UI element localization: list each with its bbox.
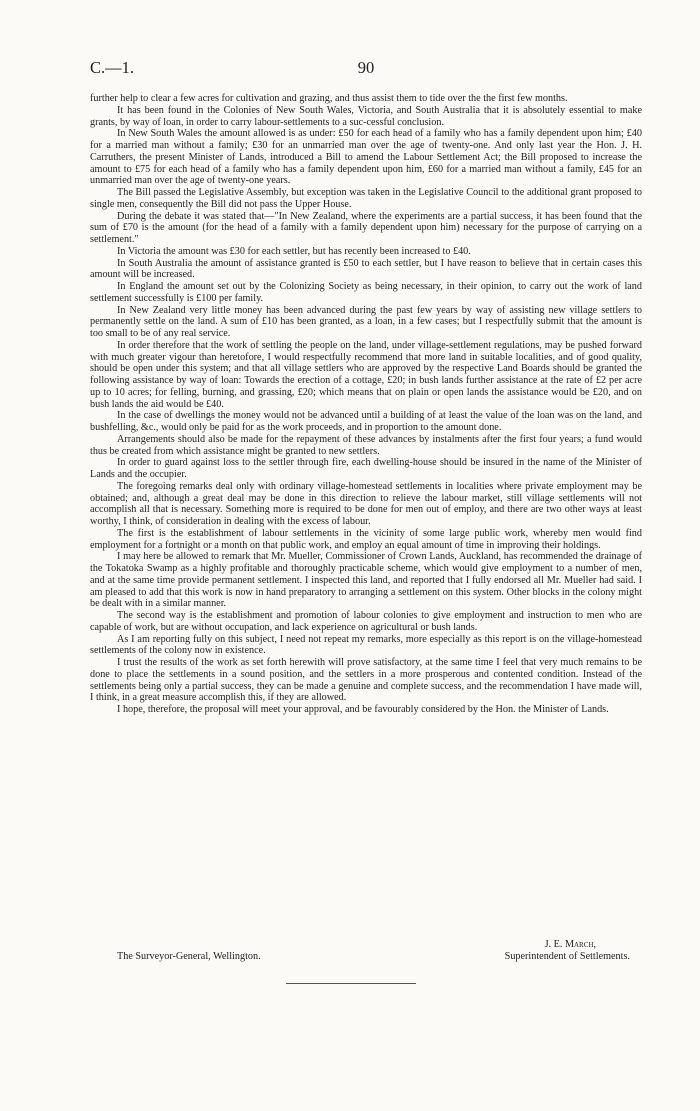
paragraph: further help to clear a few acres for cultivation and grazing, and thus assist them to tide over the the first few months. xyxy=(90,93,568,104)
page-header xyxy=(90,58,642,82)
paragraph: In the case of dwellings the money would not be advanced until a building of at least the value of the loan was on the land, and bushfelling, &c., would only be paid for as the work proceeds, and in proportion to the amount done. xyxy=(90,410,642,433)
paragraph: In South Australia the amount of assistance granted is £50 to each settler, but I have reason to believe that in certain cases this amount will be increased. xyxy=(90,257,642,281)
paragraph: During the debate it was stated that—"In New Zealand, where the experiments are a partial success, it has been found that the sum of £70 is the amount (for the head of a family with a family dependent upon him) necessary for the purpose of carrying on a settlement." xyxy=(90,210,642,245)
closing-rule xyxy=(286,983,416,984)
paragraph: As I am reporting fully on this subject, I need not repeat my remarks, more especially as this report is on the village-homestead settlements of the colony now in existence. xyxy=(90,633,642,657)
paragraph: I hope, therefore, the proposal will meet your approval, and be favourably considered by the Hon. the Minister of Lands. xyxy=(117,704,609,715)
paragraph: The first is the establishment of labour settlements in the vicinity of some large public work, whereby men would find employment for a fortnight or a month on that public work, and employ an equal amount of time in improving their holdings. xyxy=(90,527,642,551)
addressee: The Surveyor-General, Wellington. xyxy=(117,951,261,962)
paragraph: I may here be allowed to remark that Mr. Mueller, Commissioner of Crown Lands, Auckland, has recommended the drainage of the Tokatoka Swamp as a highly profitable and thoroughly practicable scheme, which would give employment to a number of men, and at the same time provide permanent settlement. I inspected this land, and reported that I fully endorsed all Mr. Mueller had said. I am pleased to add that this work is now in hand preparatory to arranging a settlement on this system. Other blocks in the colony might be dealt with in a similar manner. xyxy=(90,551,642,610)
paragraph: The Bill passed the Legislative Assembly, but exception was taken in the Legislative Council to the additional grant proposed to single men, consequently the Bill did not pass the Upper House. xyxy=(90,187,642,210)
paragraph: In New South Wales the amount allowed is as under: £50 for each head of a family who has a family dependent upon him; £40 for a married man without a family; £30 for an unmarried man over the age of twenty-one. And only last year the Hon. J. H. Carruthers, the present Minister of Lands, introduced a Bill to amend the Labour Settlement Act; the Bill proposed to increase the amount to £75 for each head of a family who has a family dependent upon him, £60 for a married man without a family, £45 for an unmarried man over the age of twenty-one years. xyxy=(90,128,642,187)
paragraph: It has been found in the Colonies of New South Wales, Victoria, and South Australia that it is absolutely essential to make grants, by way of loan, in order to carry labour-settlements to a suc-cessful conclusion. xyxy=(90,104,642,128)
paragraph: In England the amount set out by the Colonizing Society as being necessary, in their opinion, to carry out the work of land settlement successfully is £100 per family. xyxy=(90,281,642,304)
signature-block xyxy=(90,939,642,975)
paragraph: In New Zealand very little money has been advanced during the past few years by way of assisting new village settlers to permanently settle on the land. A sum of £10 has been granted, as a loan, in a few cases; but I respectfully submit that the amount is too small to be of any real service. xyxy=(90,304,642,339)
signatory-name: J. E. March, xyxy=(544,939,596,950)
signatory-title: Superintendent of Settlements. xyxy=(504,951,630,962)
paragraph: The second way is the establishment and promotion of labour colonies to give employment and instruction to men who are capable of work, but are without occupation, and lack experience on agricultural or bush lands. xyxy=(90,610,642,633)
report-body xyxy=(90,93,642,716)
paragraph: In order therefore that the work of settling the people on the land, under village-settlement regulations, may be pushed forward with much greater vigour than heretofore, I would respectfully recommend that more land in suitable localities, and of good quality, should be open under this system; and that all village settlers who are approved by the respective Land Boards should be granted the following assistance by way of loan: Towards the erection of a cottage, £20; in bush lands further assistance at the rate of £2 per acre up to 10 acres; for felling, burning, and grassing, £20; which means that on plain or open lands the assistance would be £20, and on bush lands the aid would be £40. xyxy=(90,339,642,410)
report-code: C.—1. xyxy=(90,58,135,77)
paragraph: In Victoria the amount was £30 for each settler, but has recently been increased to £40. xyxy=(117,245,471,257)
page-number: 90 xyxy=(357,58,375,77)
paragraph: In order to guard against loss to the settler through fire, each dwelling-house should be insured in the name of the Minister of Lands and the occupier. xyxy=(90,457,642,480)
paragraph: The foregoing remarks deal only with ordinary village-homestead settlements in localities where private employment may be obtained; and, although a great deal may be done in this direction to relieve the labour market, still village settlements will not accomplish all that is necessary. Something more is required to be done for men out of employ, and there are two other ways at least worthy, I think, of consideration in dealing with the excess of labour. xyxy=(90,480,642,527)
paragraph: I trust the results of the work as set forth herewith will prove satisfactory, at the same time I feel that very much remains to be done to place the settlements in a sound position, and the settlers in a more prosperous and contented condition. Instead of the settlements being only a partial success, they can be made a genuine and complete success, and the recommendation I have made will, I think, in a great measure accomplish this, if they are allowed. xyxy=(90,657,642,704)
paragraph: Arrangements should also be made for the repayment of these advances by instalments after the first four years; a fund would thus be created from which assistance might be granted to new settlers. xyxy=(90,433,642,457)
